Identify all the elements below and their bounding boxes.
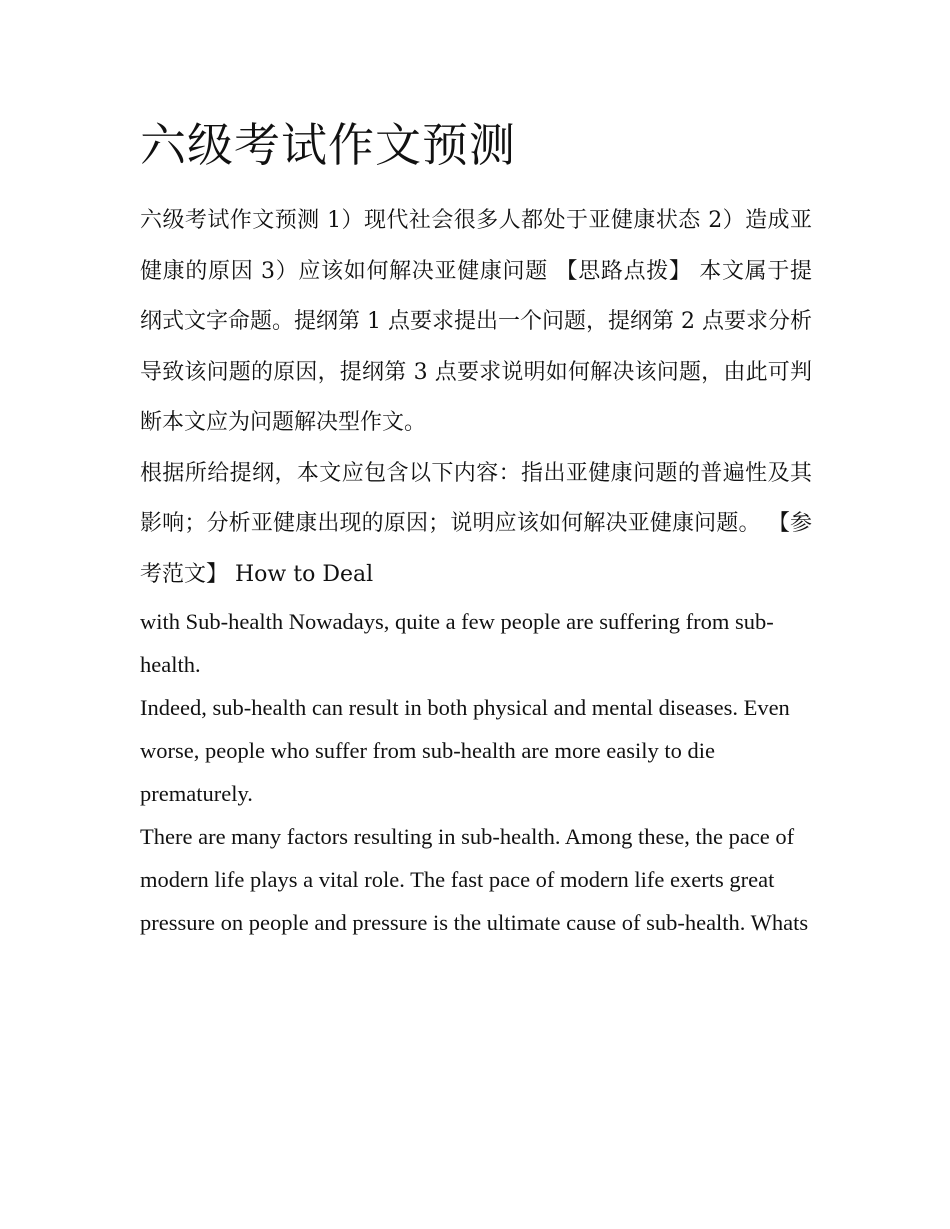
paragraph-en-3: worse, people who suffer from sub-health are more easily to die prematurely.: [140, 738, 716, 806]
paragraph-en-5: modern life plays a vital role. The fast pace of modern life exerts great: [140, 867, 775, 892]
paragraph-zh-1: 六级考试作文预测 1）现代社会很多人都处于亚健康状态 2）造成亚健康的原因 3）应该如何解决亚健康问题 【思路点拨】 本文属于提纲式文字命题。提纲第 1 点要求提出一个问题，提纲第 2 点要求分析导致该问题的原因，提纲第 3 点要求说明如何解决该问题，由此可判断本文应为问题解决型作文。: [140, 208, 812, 435]
paragraph-en-1: with Sub-health Nowadays, quite a few people are suffering from sub-health.: [140, 609, 774, 677]
document-title: 六级考试作文预测: [140, 118, 516, 172]
document-page: [140, 110, 812, 944]
paragraph-zh-2: 根据所给提纲，本文应包含以下内容：指出亚健康问题的普遍性及其影响；分析亚健康出现的原因；说明应该如何解决亚健康问题。 【参考范文】 How to Deal: [140, 460, 812, 587]
paragraph-en-2: Indeed, sub-health can result in both physical and mental diseases. Even: [140, 695, 790, 720]
paragraph-en-4: There are many factors resulting in sub-health. Among these, the pace of: [140, 824, 795, 849]
paragraph-en-6: pressure on people and pressure is the ultimate cause of sub-health. Whats: [140, 910, 809, 935]
